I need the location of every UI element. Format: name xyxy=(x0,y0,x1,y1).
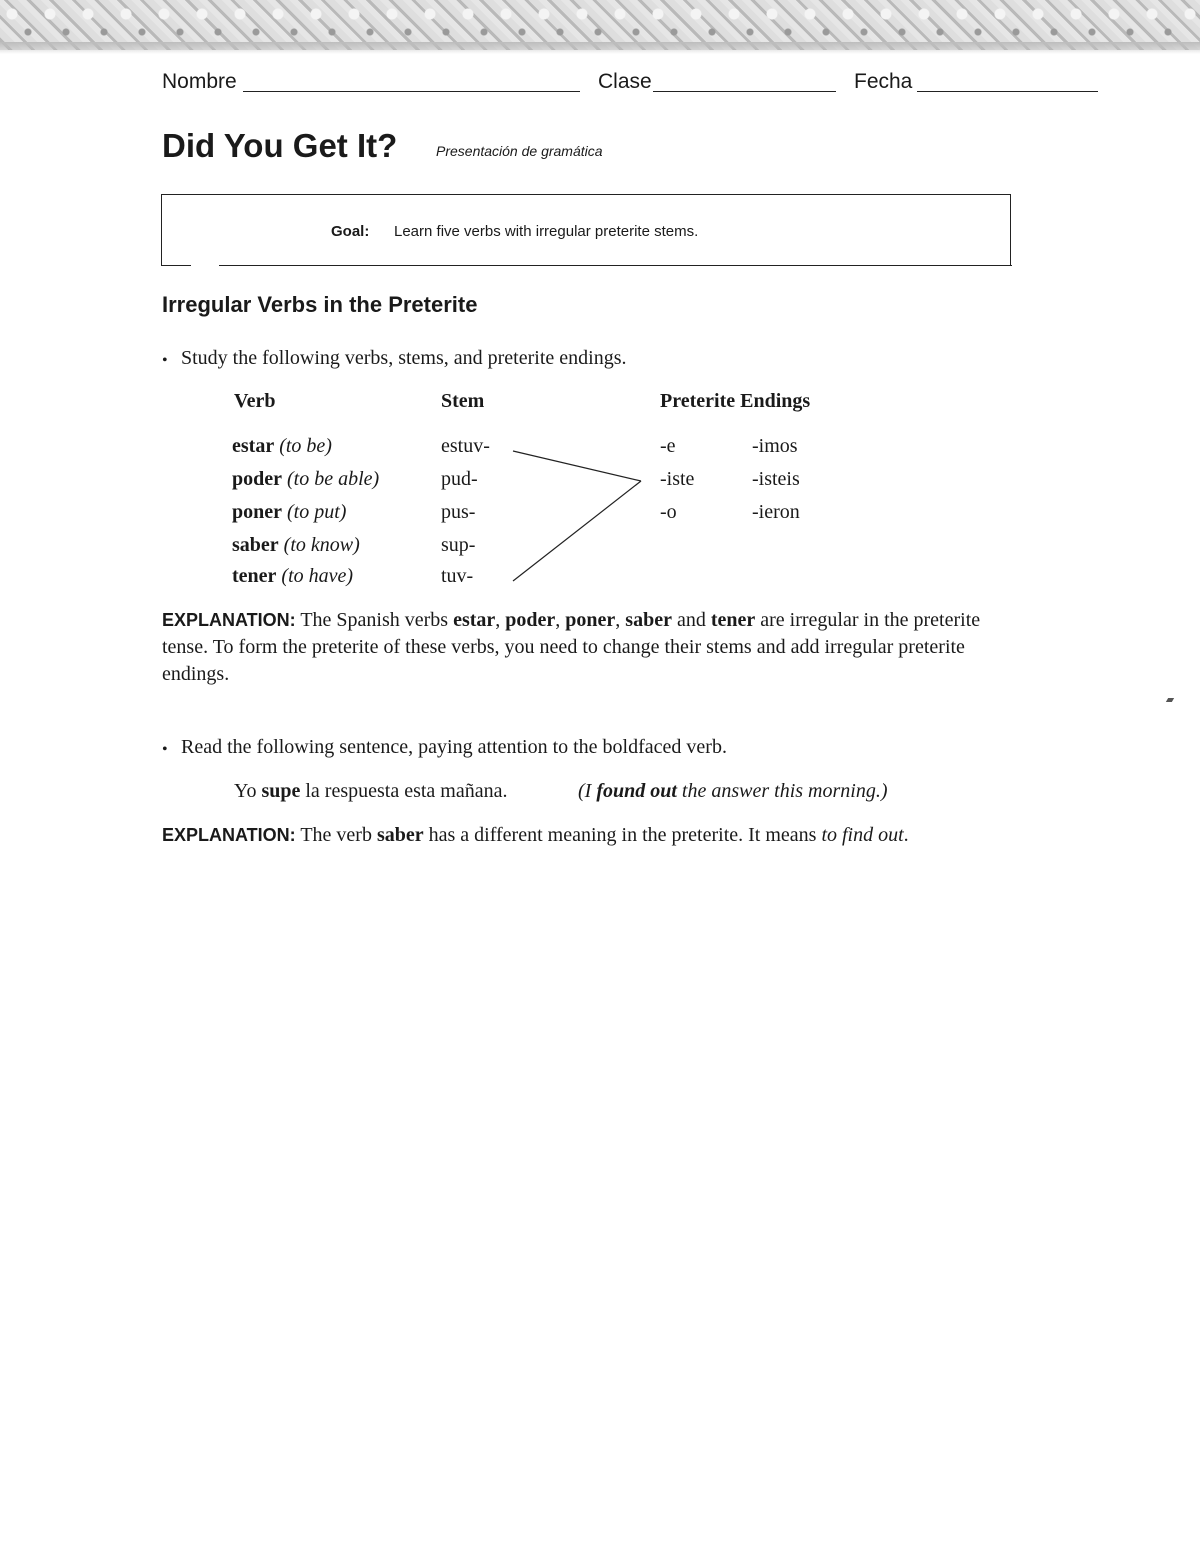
page-subtitle: Presentación de gramática xyxy=(436,143,603,159)
verb-meaning: (to put) xyxy=(287,501,347,523)
translation-text: the answer this morning.) xyxy=(681,780,888,802)
example-text: la respuesta esta mañana. xyxy=(305,780,508,802)
bullet-1-text: Study the following verbs, stems, and preterite endings. xyxy=(181,347,627,369)
ending: -ieron xyxy=(752,501,800,523)
verb-poner: poner xyxy=(565,609,616,631)
example-text: Yo xyxy=(234,780,257,802)
page-title: Did You Get It? xyxy=(162,127,398,164)
connector-line-bottom xyxy=(513,481,641,581)
verb-estar: estar xyxy=(453,609,496,631)
header-endings: Preterite Endings xyxy=(660,390,811,412)
translation-verb: found out xyxy=(596,780,677,802)
explanation-label: EXPLANATION: xyxy=(162,825,296,845)
ending: -imos xyxy=(752,435,798,457)
explanation-label: EXPLANATION: xyxy=(162,610,296,630)
bullet-marker: • xyxy=(162,741,168,758)
translation-text: (I xyxy=(578,780,592,802)
example-translation xyxy=(578,780,887,803)
meaning-text: to find out xyxy=(821,824,904,846)
example-verb: supe xyxy=(261,780,301,802)
nombre-label: Nombre xyxy=(162,70,237,93)
verb-meaning: (to be able) xyxy=(287,468,380,490)
verb-saber: saber xyxy=(376,824,424,846)
header-stem: Stem xyxy=(441,390,485,412)
stem: pud- xyxy=(441,468,478,490)
bullet-marker: • xyxy=(162,352,168,369)
verb-saber: saber xyxy=(625,609,672,631)
explanation-text: The Spanish verbs xyxy=(300,609,449,631)
stem: tuv- xyxy=(441,565,474,587)
explanation-2 xyxy=(162,822,962,849)
verb: poner xyxy=(232,501,282,523)
period: . xyxy=(903,824,909,846)
verb: saber xyxy=(232,534,279,556)
ending: -e xyxy=(660,435,676,457)
stem: sup- xyxy=(441,534,476,556)
connector-line-top xyxy=(513,451,641,481)
verb-tener: tener xyxy=(710,609,756,631)
ending: -iste xyxy=(660,468,695,490)
explanation-text: has a different meaning in the preterite. It means xyxy=(428,824,817,846)
verb: tener xyxy=(232,565,277,587)
explanation-text: The verb xyxy=(300,824,372,846)
fecha-label: Fecha xyxy=(854,70,913,93)
stem: pus- xyxy=(441,501,476,523)
verb-meaning: (to be) xyxy=(279,435,332,457)
ending: -o xyxy=(660,501,677,523)
separator: , xyxy=(495,609,501,631)
conjunction: and xyxy=(676,609,706,631)
section-heading: Irregular Verbs in the Preterite xyxy=(162,292,478,317)
separator: , xyxy=(615,609,621,631)
verb: poder xyxy=(232,468,282,490)
verb-meaning: (to have) xyxy=(281,565,354,587)
goal-label: Goal: xyxy=(331,223,370,240)
goal-text: Learn five verbs with irregular preterite stems. xyxy=(394,223,699,240)
bullet-2-text: Read the following sentence, paying attention to the boldfaced verb. xyxy=(181,736,727,758)
stem: estuv- xyxy=(441,435,490,457)
verb: estar xyxy=(232,435,275,457)
separator: , xyxy=(555,609,561,631)
explanation-text: are irregular in the preterite tense. To form the preterite of these verbs, you need to change their stems and add irregular preterite endings. xyxy=(162,609,981,685)
verb-meaning: (to know) xyxy=(283,534,360,556)
ending: -isteis xyxy=(752,468,800,490)
verb-poder: poder xyxy=(505,609,556,631)
explanation-1 xyxy=(162,607,992,688)
example-sentence xyxy=(234,780,508,803)
clase-label: Clase xyxy=(598,70,652,93)
header-verb: Verb xyxy=(234,390,276,412)
